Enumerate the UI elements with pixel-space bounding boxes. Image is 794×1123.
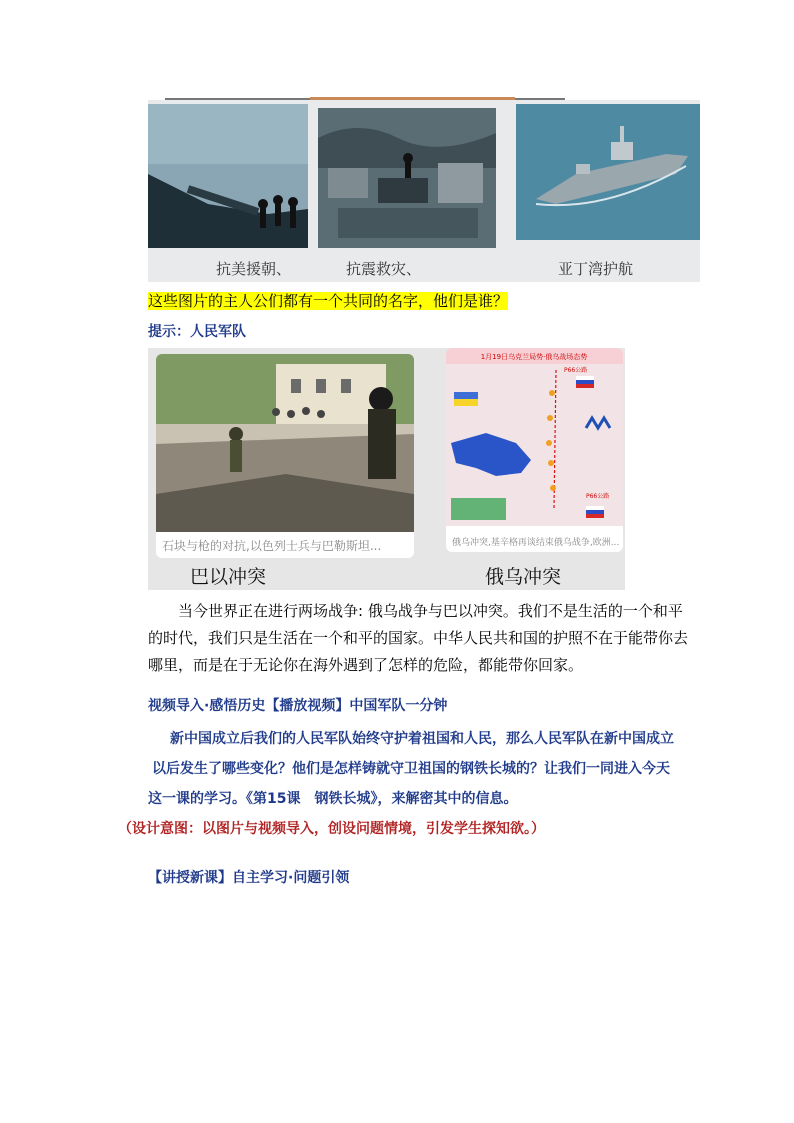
caption-korean-war: 抗美援朝、: [216, 260, 292, 278]
israel-palestine-subcaption: 石块与枪的对抗,以色列士兵与巴勒斯坦...: [162, 539, 382, 553]
gulf-of-aden-escort-photo: [516, 104, 700, 240]
korean-war-photo: [148, 104, 308, 248]
lesson-intro-line-3: 这一课的学习。《第15课 钢铁长城》，来解密其中的信息。: [148, 791, 518, 807]
intro-paragraph: 当今世界正在进行两场战争: 俄乌战争与巴以冲突。我们不是生活的一个和平的时代，我们只是生活在一个和平的国家。中华人民共和国的护照不在于能带你去哪里，而是在于无论你在海外遇到了怎样的危险，都能带你回家。: [148, 602, 689, 674]
lesson-intro-line-2: 以后发生了哪些变化？他们是怎样铸就守卫祖国的钢铁长城的？让我们一同进入今天: [152, 761, 670, 777]
israel-palestine-photo: [156, 354, 414, 532]
israel-palestine-card: [156, 354, 414, 558]
lesson-intro-line-1: 新中国成立后我们的人民军队始终守护着祖国和人民，那么人民军队在新中国成立: [170, 731, 674, 747]
map-title: 1月19日乌克兰局势·俄乌战场态势: [480, 353, 588, 361]
russia-ukraine-card: [446, 348, 623, 552]
russia-ukraine-map: [446, 348, 623, 526]
question-line: [148, 290, 508, 311]
map-road-label-bottom: P66公路: [586, 493, 610, 500]
label-israel-palestine: 巴以冲突: [190, 566, 267, 588]
lesson-intro-block: [148, 724, 688, 814]
label-russia-ukraine: 俄乌冲突: [485, 566, 562, 588]
russia-ukraine-subcaption: 俄乌冲突,基辛格再谈结束俄乌战争,欧洲...: [452, 538, 620, 548]
highlighted-question: 这些图片的主人公们都有一个共同的名字，他们是谁？: [148, 292, 509, 310]
map-road-label-top: P66公路: [564, 367, 588, 374]
earthquake-relief-photo: [318, 108, 496, 248]
design-intent-note: （设计意图：以图片与视频导入，创设问题情境，引发学生探知欲。）: [118, 821, 545, 837]
video-intro-heading: 视频导入·感悟历史【播放视频】中国军队一分钟: [148, 698, 448, 714]
caption-earthquake-relief: 抗震救灾、: [346, 260, 422, 278]
top-image-strip: [148, 100, 700, 282]
lecture-heading: 【讲授新课】自主学习·问题引领: [148, 870, 350, 886]
hint-line: 提示：人民军队: [148, 324, 246, 340]
caption-gulf-escort: 亚丁湾护航: [558, 260, 634, 278]
conflict-image-strip: [148, 348, 625, 590]
